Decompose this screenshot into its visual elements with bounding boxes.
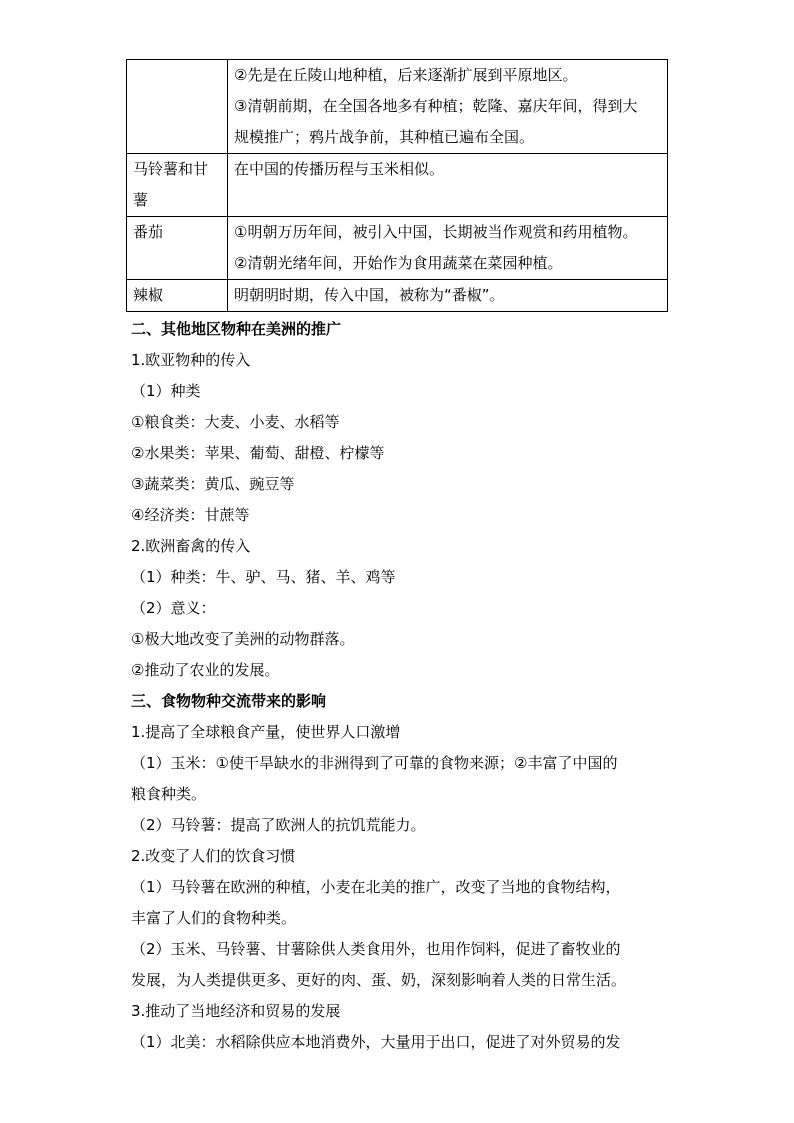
history-line: ③清朝前期，在全国各地多有种植；乾隆、嘉庆年间，得到大 xyxy=(234,97,638,115)
paragraph: 2.改变了人们的饮食习惯 xyxy=(131,847,296,865)
paragraph: （2）马铃薯：提高了欧洲人的抗饥荒能力。 xyxy=(131,816,426,834)
paragraph-line: （1）北美：水稻除供应本地消费外，大量用于出口，促进了对外贸易的发 xyxy=(131,1033,621,1051)
paragraph: 2.欧洲畜禽的传入 xyxy=(131,537,251,555)
body-text xyxy=(131,314,666,1058)
table-row xyxy=(127,280,668,312)
crop-name-cell: 番茄 xyxy=(127,217,228,280)
crop-history-cell xyxy=(228,154,668,217)
paragraph: 1.欧亚物种的传入 xyxy=(131,351,251,369)
paragraph-line: （1）玉米：①使干旱缺水的非洲得到了可靠的食物来源；②丰富了中国的 xyxy=(131,754,618,772)
crop-name-cell: 马铃薯和甘薯 xyxy=(127,154,228,217)
paragraph: ②水果类：苹果、葡萄、甜橙、柠檬等 xyxy=(131,444,385,462)
paragraph: ②推动了农业的发展。 xyxy=(131,661,280,679)
history-line: 在中国的传播历程与玉米相似。 xyxy=(234,160,445,178)
table-body xyxy=(127,60,668,312)
history-line: ②清朝光绪年间，开始作为食用蔬菜在菜园种植。 xyxy=(234,254,563,272)
crop-name-cell: 辣椒 xyxy=(127,280,228,312)
paragraph: （2）意义： xyxy=(131,599,216,617)
history-line: ①明朝万历年间，被引入中国，长期被当作观赏和药用植物。 xyxy=(234,223,638,241)
paragraph: ③蔬菜类：黄瓜、豌豆等 xyxy=(131,475,295,493)
table-row xyxy=(127,154,668,217)
paragraph: （1）种类：牛、驴、马、猪、羊、鸡等 xyxy=(131,568,396,586)
table-row xyxy=(127,217,668,280)
table-row xyxy=(127,60,668,154)
section-heading: 二、其他地区物种在美洲的推广 xyxy=(131,320,342,338)
paragraph-line: （1）马铃薯在欧洲的种植，小麦在北美的推广，改变了当地的食物结构， xyxy=(131,878,621,896)
paragraph: 1.提高了全球粮食产量，使世界人口激增 xyxy=(131,723,401,741)
paragraph-line: （2）玉米、马铃薯、甘薯除供人类食用外，也用作饲料，促进了畜牧业的 xyxy=(131,940,621,958)
paragraph-line: 丰富了人们的食物种类。 xyxy=(131,909,297,927)
crop-spread-table xyxy=(126,59,668,312)
crop-history-cell xyxy=(228,280,668,312)
paragraph-line: 发展，为人类提供更多、更好的肉、蛋、奶，深刻影响着人类的日常生活。 xyxy=(131,971,627,989)
paragraph: ④经济类：甘蔗等 xyxy=(131,506,250,524)
history-line: ②先是在丘陵山地种植，后来逐渐扩展到平原地区。 xyxy=(234,66,578,84)
crop-history-cell xyxy=(228,60,668,154)
paragraph: ①粮食类：大麦、小麦、水稻等 xyxy=(131,413,340,431)
paragraph: ①极大地改变了美洲的动物群落。 xyxy=(131,630,355,648)
paragraph-line: 粮食种类。 xyxy=(131,785,207,803)
paragraph: （1）种类 xyxy=(131,382,201,400)
history-line: 规模推广；鸦片战争前，其种植已遍布全国。 xyxy=(234,128,535,146)
section-heading: 三、食物物种交流带来的影响 xyxy=(131,692,327,710)
paragraph: 3.推动了当地经济和贸易的发展 xyxy=(131,1002,341,1020)
crop-name-cell xyxy=(127,60,228,154)
crop-history-cell xyxy=(228,217,668,280)
history-line: 明朝明时期，传入中国，被称为“番椒”。 xyxy=(234,286,505,304)
